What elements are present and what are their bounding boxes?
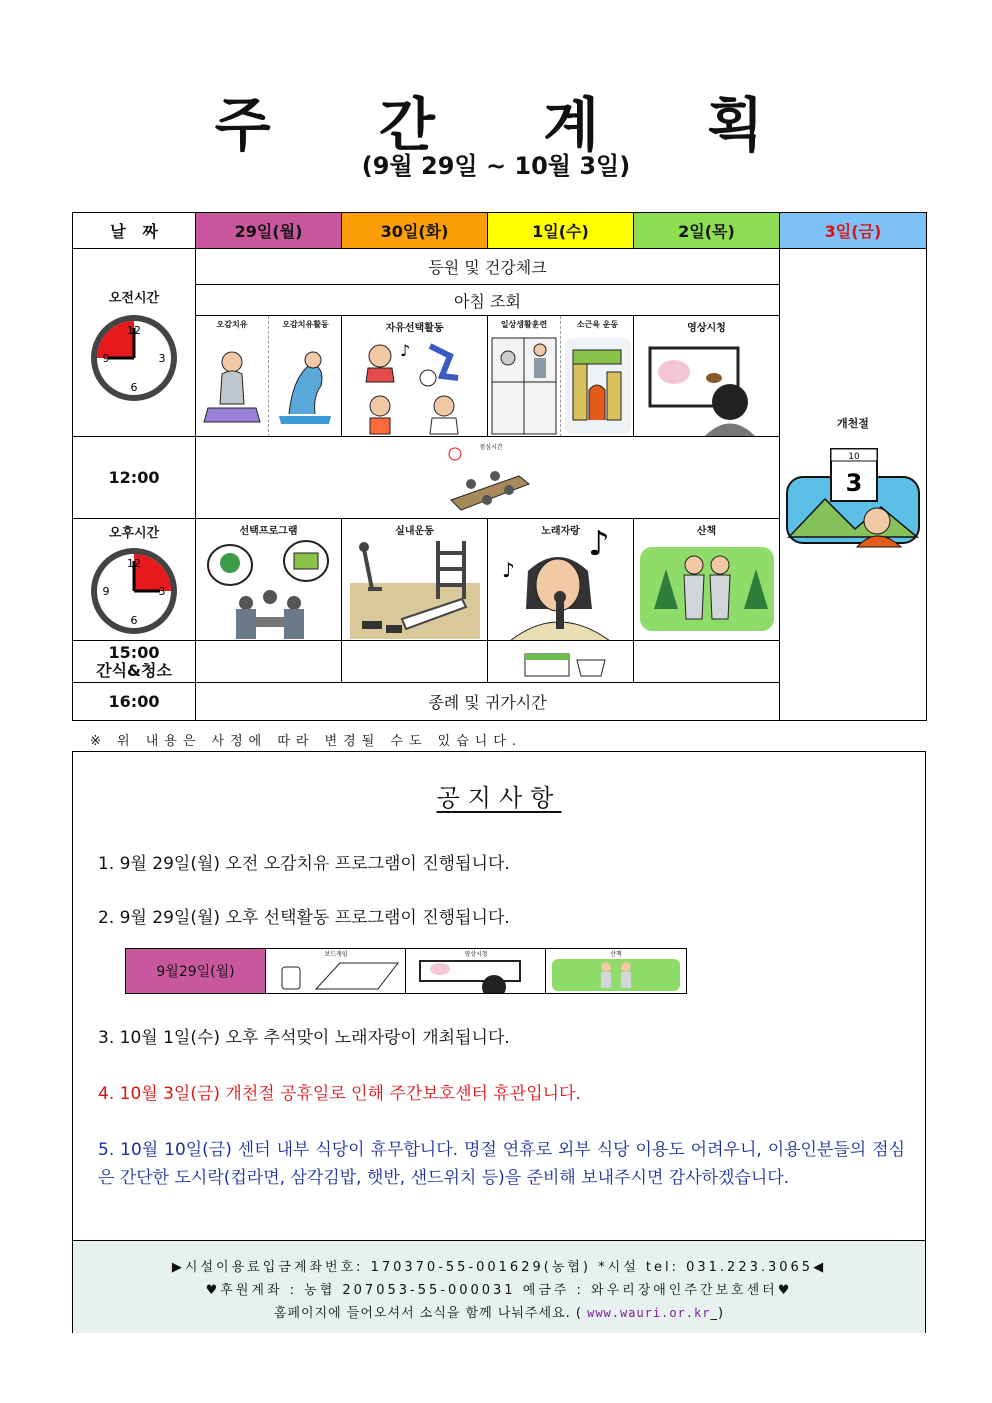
daily-living-icon <box>488 316 560 437</box>
holiday-label: 개천절 <box>837 416 869 430</box>
svg-text:♪: ♪ <box>588 524 610 564</box>
free-activity-icon <box>342 316 488 437</box>
snack-cell <box>73 641 196 683</box>
morning-cell <box>73 249 196 437</box>
select-program-caption: 선택프로그램 <box>239 526 298 537</box>
svg-text:3: 3 <box>158 352 166 365</box>
holiday-calendar-icon <box>785 447 921 551</box>
morning-label: 오전시간 <box>108 291 160 306</box>
afternoon-cell <box>73 519 196 641</box>
svg-text:6: 6 <box>130 381 138 394</box>
aroma-panel <box>196 316 269 437</box>
strip-walk <box>546 949 686 993</box>
daily-training-panel <box>488 316 561 437</box>
noon-time: 12:00 <box>73 437 196 519</box>
am-thu-cell <box>634 316 780 437</box>
day-fri: 3일(금) <box>780 213 927 249</box>
pm-thu-cell <box>634 519 780 641</box>
day-mon: 29일(월) <box>196 213 342 249</box>
aroma-caption: 오감치유 <box>216 320 248 329</box>
meditation-icon <box>196 316 268 437</box>
page-subtitle: (9월 29일 ~ 10월 3일) <box>361 152 631 180</box>
svg-text:12: 12 <box>127 557 141 570</box>
notice-title-text: 공지사항 <box>436 784 562 812</box>
svg-text:12: 12 <box>127 324 141 337</box>
svg-text:9: 9 <box>102 352 110 365</box>
weekly-plan-table <box>72 212 927 721</box>
svg-text:♪: ♪ <box>502 558 515 582</box>
footer-homepage-text: 홈페이지에 들어오셔서 소식을 함께 나눠주세요. ( <box>273 1306 588 1321</box>
strip-caption-2: 영상시청 <box>464 951 488 958</box>
date-header: 날 짜 <box>73 213 196 249</box>
pm-mon-cell <box>196 519 342 641</box>
lunch-cell <box>196 437 780 519</box>
video-watching-icon <box>634 316 780 437</box>
small-muscle-caption: 소근육 운동 <box>576 320 619 329</box>
calendar-month: 10 <box>848 451 860 462</box>
pm-tue-cell <box>342 519 488 641</box>
afternoon-label: 오후시간 <box>108 526 160 541</box>
am-wed-cell <box>488 316 634 437</box>
snack-wed <box>488 641 634 683</box>
walk-icon <box>634 519 780 641</box>
free-activity-caption: 자유선택활동 <box>385 323 444 334</box>
svg-text:6: 6 <box>130 614 138 627</box>
svg-text:3: 3 <box>158 585 166 598</box>
snack-icon <box>511 646 611 678</box>
yoga-icon <box>269 316 342 437</box>
video-caption: 영상시청 <box>687 323 726 334</box>
snack-label: 간식&청소 <box>96 660 172 680</box>
notice-item-4: 4. 10월 3일(금) 개천절 공휴일로 인해 주간보호센터 휴관입니다. <box>98 1084 581 1104</box>
svg-text:♪: ♪ <box>400 341 411 360</box>
strip-caption-3: 산책 <box>610 951 622 958</box>
holiday-cell <box>780 249 927 721</box>
end-row: 종례 및 귀가시간 <box>196 683 780 721</box>
aroma-activity-panel <box>269 316 342 437</box>
lunch-icon <box>443 440 533 516</box>
notice-box <box>72 751 926 1333</box>
strip-boardgame <box>266 949 406 993</box>
small-muscle-panel <box>561 316 634 437</box>
arrival-row: 등원 및 건강체크 <box>196 249 780 285</box>
strip-video <box>406 949 546 993</box>
clock-afternoon-icon <box>88 545 180 637</box>
day-thu: 2일(목) <box>634 213 780 249</box>
notice-item-3: 3. 10월 1일(수) 오후 추석맞이 노래자랑이 개최됩니다. <box>98 1028 510 1048</box>
svg-text:9: 9 <box>102 585 110 598</box>
clock-morning-icon <box>88 312 180 404</box>
program-strip <box>125 948 687 994</box>
footnote: ※ 위 내용은 사정에 따라 변경될 수도 있습니다. <box>90 734 522 749</box>
strip-date: 9월29일(월) <box>126 949 266 993</box>
footer-account-line: ▶시설이용료입금계좌번호: 170370-55-001629(농협) *시설 tel: 031.223.3065◀ <box>171 1260 827 1275</box>
day-tue: 30일(화) <box>342 213 488 249</box>
strip-caption-1: 보드게임 <box>324 951 348 958</box>
notice-item-2: 2. 9월 29일(월) 오후 선택활동 프로그램이 진행됩니다. <box>98 908 510 928</box>
notice-title <box>73 778 925 813</box>
daily-training-caption: 일상생활훈련 <box>500 320 548 329</box>
notice-item-5: 5. 10월 10일(금) 센터 내부 식당이 휴무합니다. 명절 연휴로 외부 식당 이용도 어려우니, 이용인분들의 점심은 간단한 도시락(컵라면, 삼각김밥, 햇반, 샌드위치 등)을 준비해 보내주시면 감사하겠습니다. <box>98 1140 905 1188</box>
walk-caption: 산책 <box>696 526 717 537</box>
assembly-row: 아침 조회 <box>196 285 780 316</box>
pm-wed-cell <box>488 519 634 641</box>
block-castle-icon <box>561 316 634 437</box>
singing-caption: 노래자랑 <box>541 526 580 537</box>
notice-item-1: 1. 9월 29일(월) 오전 오감치유 프로그램이 진행됩니다. <box>98 854 510 874</box>
gym-icon <box>342 519 488 641</box>
singing-icon <box>488 519 634 641</box>
footer-homepage-suffix: _) <box>710 1306 725 1321</box>
day-wed: 1일(수) <box>488 213 634 249</box>
am-mon-cell <box>196 316 342 437</box>
strip-walk-icon <box>546 949 686 993</box>
am-tue-cell <box>342 316 488 437</box>
footer-homepage-line <box>73 1302 925 1321</box>
snack-tue <box>342 641 488 683</box>
calendar-day: 3 <box>845 468 863 497</box>
page-title: 주 간 계 획 <box>214 91 808 159</box>
footer <box>73 1240 925 1333</box>
snack-time: 15:00 <box>108 642 160 662</box>
aroma-activity-caption: 오감치유활동 <box>282 320 329 329</box>
snack-thu <box>634 641 780 683</box>
snack-mon <box>196 641 342 683</box>
group-program-icon <box>196 519 342 641</box>
lunch-caption: 점심시간 <box>478 443 503 451</box>
indoor-exercise-caption: 실내운동 <box>395 526 434 537</box>
board-game-icon <box>266 949 406 993</box>
footer-donation-line: ♥후원계좌 : 농협 207053-55-000031 예금주 : 와우리장애인주간보호센터♥ <box>205 1283 793 1298</box>
end-time: 16:00 <box>73 683 196 721</box>
strip-video-icon <box>406 949 546 993</box>
homepage-link[interactable]: www.wauri.or.kr <box>587 1306 711 1320</box>
